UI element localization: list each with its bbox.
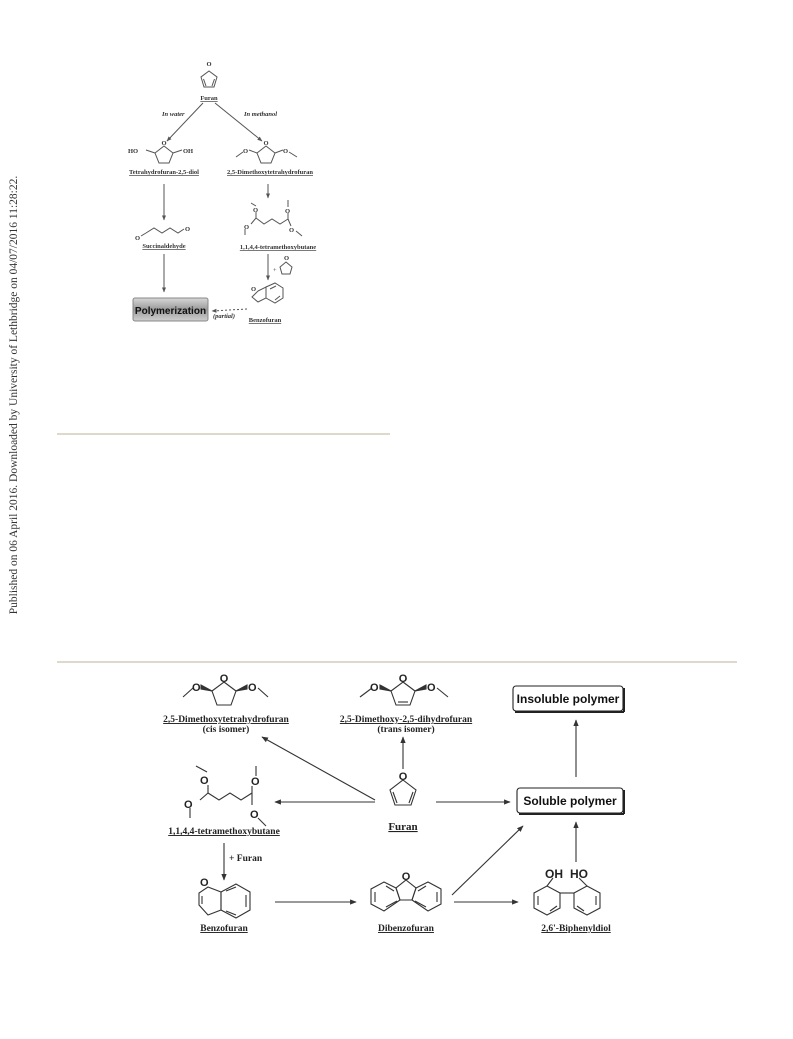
tmb-o1: O — [200, 775, 209, 787]
in-methanol-label: In methanol — [244, 111, 278, 118]
furan-label: Furan — [200, 95, 218, 102]
benzofuran-label-small: Benzofuran — [248, 317, 282, 324]
tmb-s-o2: O — [244, 224, 250, 231]
tmb-o4: O — [250, 809, 259, 821]
plus-furan-label: + Furan — [229, 854, 263, 864]
scheme-2 — [163, 673, 624, 934]
dibenzofuran-label: Dibenzofuran — [378, 924, 434, 934]
cis-sub: (cis isomer) — [202, 725, 250, 735]
succ-o-left: O — [135, 235, 141, 242]
polymerization-label: Polymerization — [134, 306, 207, 317]
cis-name: 2,5-Dimethoxytetrahydrofuran — [163, 715, 289, 725]
small-furan-o: O — [284, 255, 290, 262]
biphenyldiol-label: 2,6'-Biphenyldiol — [541, 924, 611, 934]
insoluble-polymer-label: Insoluble polymer — [516, 692, 620, 706]
soluble-polymer-label: Soluble polymer — [523, 794, 617, 808]
in-water-label: In water — [162, 111, 185, 118]
cis-o-ring: O — [219, 673, 229, 685]
thf-diol-ho: HO — [128, 148, 139, 155]
biphenyl-oh: OH — [545, 867, 563, 881]
plus-sign: + — [273, 267, 277, 274]
tmb-label: 1,1,4,4-tetramethoxybutane — [168, 827, 280, 837]
benzofuran-small — [252, 283, 283, 303]
dibenzofuran-structure — [371, 880, 441, 911]
trans-o-right: O — [427, 682, 436, 694]
tmb-o2: O — [184, 799, 193, 811]
dmthf-o-right: O — [283, 148, 289, 155]
scheme-1 — [128, 61, 316, 324]
tmb-label-small: 1,1,4,4-tetramethoxybutane — [239, 244, 317, 251]
small-furan-reagent — [280, 262, 292, 274]
download-note-text: Published on 06 April 2016. Downloaded by University of Lethbridge on 04/07/2016 11:28:22. — [8, 175, 20, 615]
dibenzofuran-o: O — [401, 871, 411, 883]
succinaldehyde-label: Succinaldehyde — [142, 243, 186, 250]
thf-diol-oh: OH — [183, 148, 194, 155]
cis-o-right: O — [248, 682, 257, 694]
benzofuran-o: O — [200, 877, 209, 889]
furan-oxygen: O — [206, 61, 212, 68]
dmthf-o-ring: O — [263, 140, 269, 147]
tmb-s-o4: O — [289, 227, 295, 234]
succ-o-right: O — [185, 226, 191, 233]
tmb-s-o1: O — [253, 207, 259, 214]
trans-o-ring: O — [398, 673, 408, 685]
biphenyldiol-structure — [534, 878, 600, 915]
tmb-o3: O — [251, 776, 260, 788]
succinaldehyde-structure — [141, 228, 184, 236]
thf-diol-structure — [146, 146, 182, 163]
central-furan-o: O — [398, 771, 408, 783]
trans-name: 2,5-Dimethoxy-2,5-dihydrofuran — [339, 715, 473, 725]
thf-diol-o: O — [161, 140, 167, 147]
tmb-s-o3: O — [285, 208, 291, 215]
biphenyl-ho: HO — [570, 867, 588, 881]
trans-sub: (trans isomer) — [377, 725, 435, 735]
trans-o-left: O — [370, 682, 379, 694]
partial-label: (partial) — [213, 313, 236, 320]
cis-o-left: O — [192, 682, 201, 694]
central-furan-label: Furan — [388, 821, 418, 833]
benzofuran-s-o: O — [251, 286, 257, 293]
benzofuran-label: Benzofuran — [200, 924, 248, 934]
dmthf-o-left: O — [243, 148, 249, 155]
furan-structure — [201, 71, 217, 87]
benzofuran-structure — [199, 884, 250, 918]
thf-diol-label: Tetrahydrofuran-2,5-diol — [129, 169, 199, 176]
central-furan-structure — [390, 780, 416, 805]
dmthf-label: 2,5-Dimethoxytetrahydrofuran — [227, 169, 313, 176]
